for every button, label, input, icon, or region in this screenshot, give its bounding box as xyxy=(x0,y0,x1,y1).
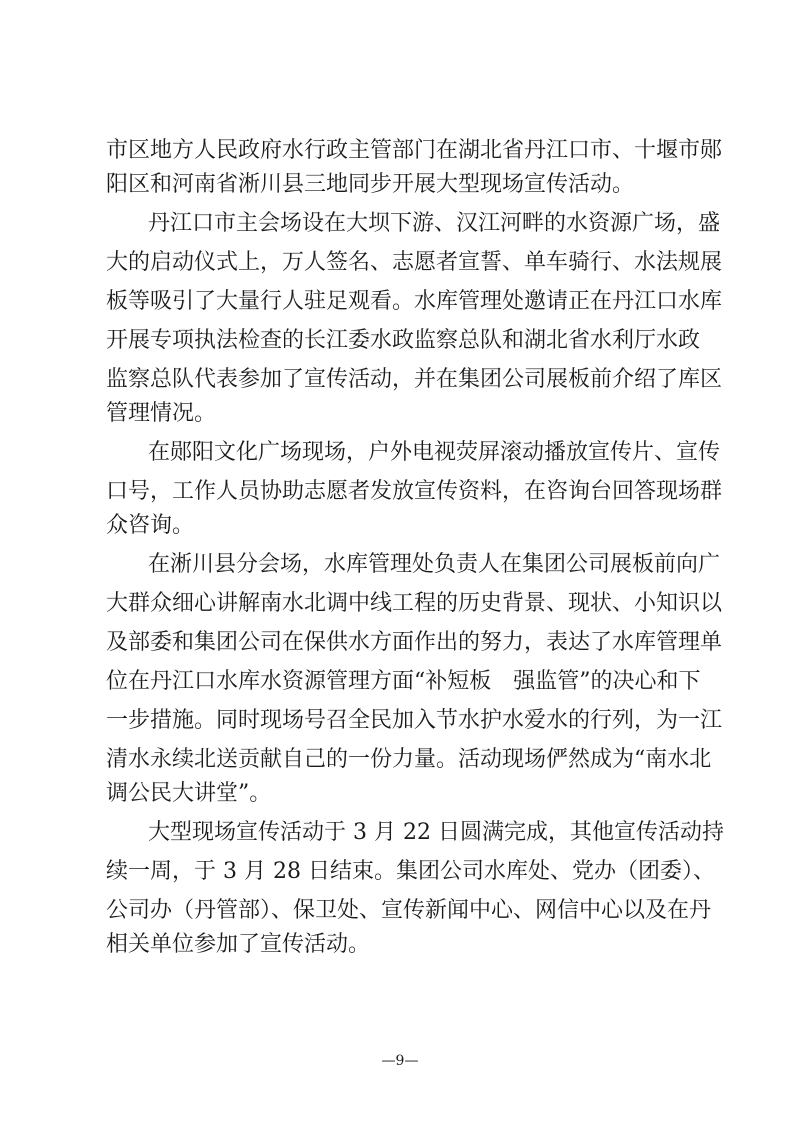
text-line: 板等吸引了大量行人驻足观看。水库管理处邀请正在丹江口水库 xyxy=(106,289,723,314)
text-line: 及部委和集团公司在保供水方面作出的努力，表达了水库管理单 xyxy=(106,630,723,655)
text-line: 大的启动仪式上，万人签名、志愿者宣誓、单车骑行、水法规展 xyxy=(106,250,723,275)
text-line: 大群众细心讲解南水北调中线工程的历史背景、现状、小知识以 xyxy=(106,591,723,616)
text-line: 管理情况。 xyxy=(106,401,217,426)
text-line: 一步措施。同时现场号召全民加入节水护水爱水的行列，为一江 xyxy=(106,708,723,733)
text-line: 公司办（丹管部）、保卫处、宣传新闻中心、网信中心以及在丹 xyxy=(106,898,712,923)
text-line: 口号，工作人员协助志愿者发放宣传资料，在咨询台回答现场群 xyxy=(106,479,723,504)
text-line: 大型现场宣传活动于 3 月 22 日圆满完成，其他宣传活动持 xyxy=(148,820,724,845)
text-line: 清水永续北送贡献自己的一份力量。活动现场俨然成为“南水北 xyxy=(106,747,712,772)
text-line: 在淅川县分会场，水库管理处负责人在集团公司展板前向广 xyxy=(148,552,721,577)
page-number: —9— xyxy=(381,1053,419,1069)
text-line: 在郧阳文化广场现场，户外电视荧屏滚动播放宣传片、宣传 xyxy=(148,440,721,465)
text-line: 调公民大讲堂”。 xyxy=(106,781,272,806)
text-line: 相关单位参加了宣传活动。 xyxy=(106,932,371,957)
text-line: 丹江口市主会场设在大坝下游、汉江河畔的水资源广场，盛 xyxy=(148,211,721,236)
text-line: 市区地方人民政府水行政主管部门在湖北省丹江口市、十堰市郧 xyxy=(106,138,723,163)
text-line: 位在丹江口水库水资源管理方面“补短板 强监管”的决心和下 xyxy=(106,669,701,694)
text-line: 监察总队代表参加了宣传活动，并在集团公司展板前介绍了库区 xyxy=(106,367,723,392)
text-line: 众咨询。 xyxy=(106,513,195,538)
text-line: 开展专项执法检查的长江委水政监察总队和湖北省水利厅水政 xyxy=(106,328,701,353)
text-line: 续一周，于 3 月 28 日结束。集团公司水库处、党办（团委）、 xyxy=(106,859,715,884)
text-line: 阳区和河南省淅川县三地同步开展大型现场宣传活动。 xyxy=(106,172,635,197)
